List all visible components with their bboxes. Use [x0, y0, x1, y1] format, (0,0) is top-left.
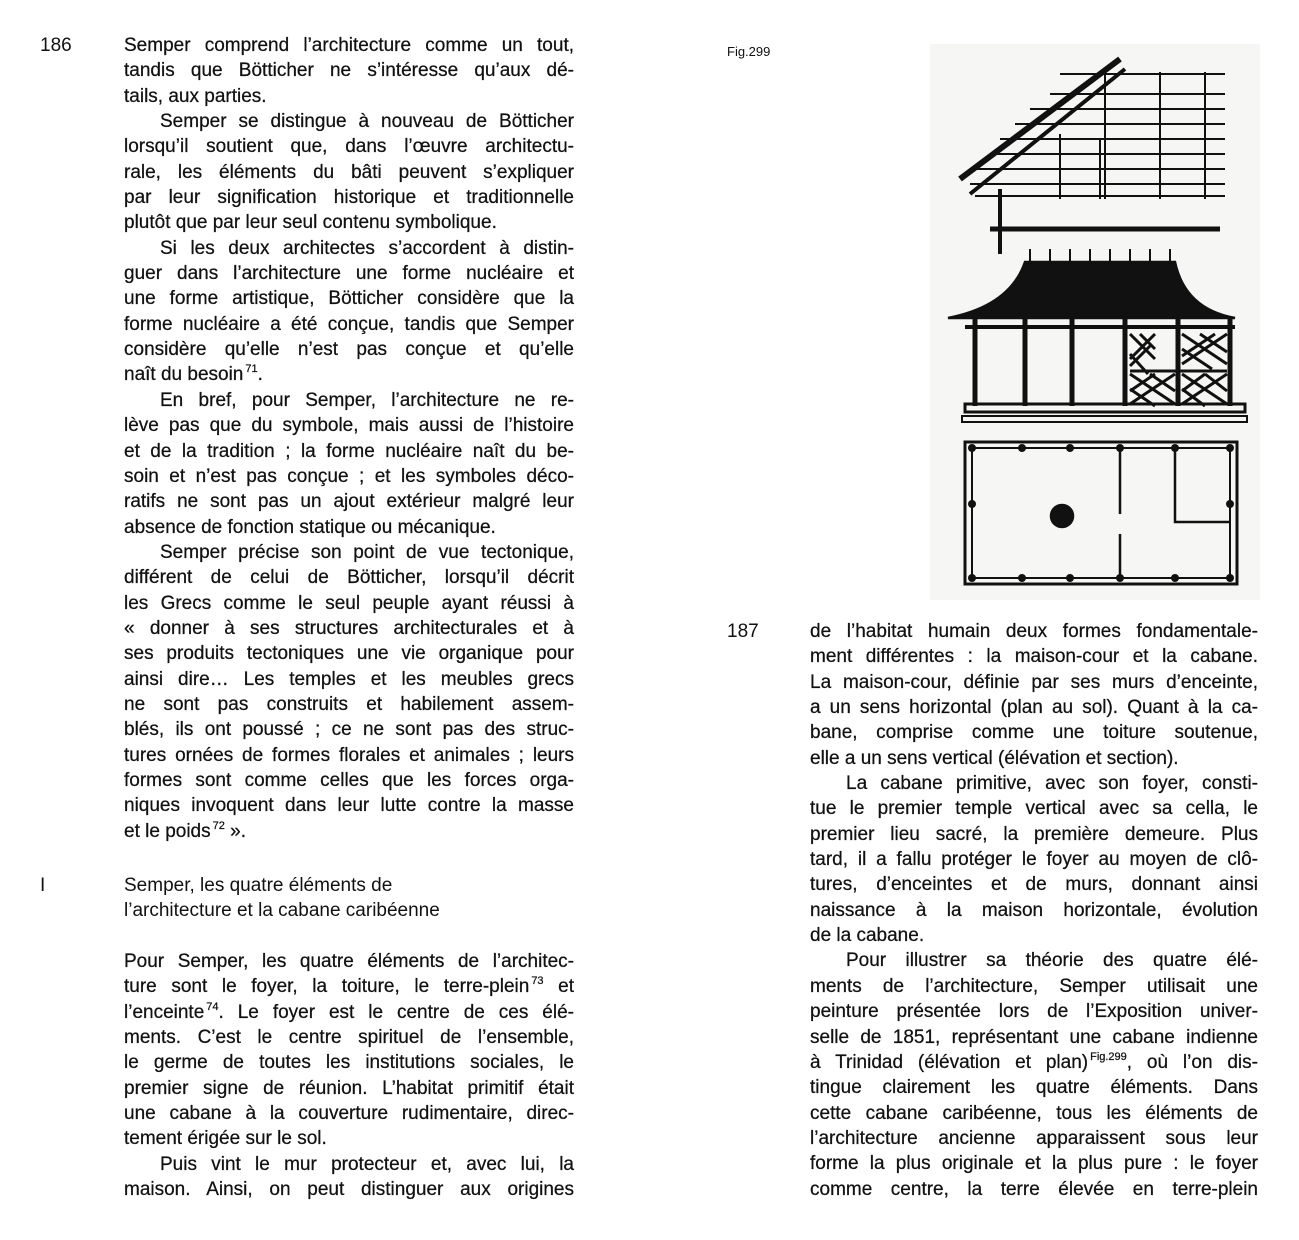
text-line: [124, 949, 574, 974]
line-text: ture sont le foyer, la toiture, le terre-plein: [124, 976, 530, 998]
text-line: [124, 540, 574, 565]
text-line: [124, 616, 574, 641]
left-body-text-a: [124, 33, 574, 844]
line-text: Semper se distingue à nouveau de Bötticher: [160, 111, 574, 133]
right-body-text: [810, 619, 1258, 1202]
text-line: [124, 210, 574, 235]
text-line: [810, 1101, 1258, 1126]
text-line: [810, 796, 1258, 821]
text-line: [810, 872, 1258, 897]
footnote-reference: 71: [245, 363, 258, 376]
line-text: tails, aux parties.: [124, 85, 267, 107]
line-text: rale, les éléments du bâti peuvent s’expliquer: [124, 161, 574, 183]
line-text: La cabane primitive, avec son foyer, consti-: [846, 773, 1258, 795]
line-text: premier lieu sacré, la première demeure. Plus: [810, 823, 1258, 845]
line-text: En bref, pour Semper, l’architecture ne re-: [160, 389, 574, 411]
line-text: blés, ils ont poussé ; ce ne sont pas des struc-: [124, 719, 574, 741]
text-line: [124, 768, 574, 793]
text-line: [124, 236, 574, 261]
text-line: [124, 286, 574, 311]
line-text: Puis vint le mur protecteur et, avec lui, la: [160, 1153, 574, 1175]
line-text: ».: [224, 820, 246, 842]
line-text: tures, d’enceintes et de murs, donnant ainsi: [810, 874, 1258, 896]
line-text: naissance à la maison horizontale, évolution: [810, 899, 1258, 921]
line-text: une cabane à la couverture rudimentaire, direc-: [124, 1103, 574, 1125]
line-text: une forme artistique, Bötticher considère que la: [124, 288, 574, 310]
line-text: tue le premier temple vertical avec sa cella, le: [810, 798, 1258, 820]
line-text: ment différentes : la maison-cour et la cabane.: [810, 646, 1258, 668]
text-line: [124, 489, 574, 514]
text-line: [810, 1025, 1258, 1050]
text-line: [124, 641, 574, 666]
line-text: Semper comprend l’architecture comme un tout,: [124, 35, 574, 56]
line-text: considère qu’elle n’est pas conçue et qu’elle: [124, 339, 574, 361]
text-line: [810, 1075, 1258, 1100]
line-text: le germe de toutes les institutions sociales, le: [124, 1052, 574, 1074]
text-line: [124, 1025, 574, 1050]
text-line: [810, 1126, 1258, 1151]
footnote-reference: 72: [212, 819, 225, 832]
text-line: [124, 362, 574, 387]
text-line: [124, 1152, 574, 1177]
line-text: maison. Ainsi, on peut distinguer aux origines: [124, 1179, 574, 1201]
footnote-reference: Fig.299: [1090, 1050, 1127, 1063]
line-text: selle de 1851, représentant une cabane indienne: [810, 1026, 1258, 1048]
text-line: [124, 337, 574, 362]
text-line: [810, 619, 1258, 644]
line-text: à Trinidad (élévation et plan): [810, 1051, 1089, 1073]
text-line: [124, 1126, 574, 1151]
footnote-reference: 73: [531, 975, 544, 988]
page-number-left: 186: [40, 35, 72, 56]
text-line: [124, 439, 574, 464]
line-text: tement érigée sur le sol.: [124, 1128, 327, 1150]
line-text: formes sont comme celles que les forces orga-: [124, 769, 574, 791]
text-line: [124, 185, 574, 210]
line-text: a un sens horizontal (plan au sol). Quant à la ca-: [810, 697, 1258, 719]
line-text: cette cabane caribéenne, tous les éléments de: [810, 1102, 1258, 1124]
line-text: l’enceinte: [124, 1001, 205, 1023]
line-text: différent de celui de Bötticher, lorsqu’il décrit: [124, 567, 574, 589]
line-text: et de la tradition ; la forme nucléaire naît du be-: [124, 440, 574, 462]
text-line: [810, 847, 1258, 872]
text-line: [810, 1177, 1258, 1202]
line-text: et: [543, 976, 575, 998]
line-text: Pour Semper, les quatre éléments de l’architec-: [124, 951, 574, 972]
text-line: [124, 565, 574, 590]
text-line: [810, 670, 1258, 695]
line-text: ses produits tectoniques une vie organique pour: [124, 643, 574, 665]
line-text: , où l’on dis-: [1126, 1051, 1258, 1073]
line-text: lorsqu’il soutient que, dans l’œuvre architectu-: [124, 136, 574, 158]
line-text: premier signe de réunion. L’habitat primitif était: [124, 1077, 574, 1099]
line-text: de l’habitat humain deux formes fondamentale-: [810, 621, 1258, 642]
text-line: [124, 1101, 574, 1126]
section-heading-line: l’architecture et la cabane caribéenne: [124, 900, 440, 922]
text-line: [124, 109, 574, 134]
text-line: [810, 923, 1258, 948]
line-text: par leur signification historique et traditionnelle: [124, 187, 574, 209]
text-line: [124, 692, 574, 717]
line-text: « donner à ses structures architecturales et à: [124, 617, 574, 639]
figure-label: Fig.299: [727, 44, 771, 59]
line-text: tingue clairement les quatre éléments. Dans: [810, 1077, 1258, 1099]
text-line: [810, 695, 1258, 720]
text-line: [810, 999, 1258, 1024]
line-text: ments de l’architecture, Semper utilisait une: [810, 975, 1258, 997]
line-text: . Le foyer est le centre de ces élé-: [218, 1001, 574, 1023]
line-text: tard, il a fallu protéger le foyer au moyen de clô-: [810, 849, 1258, 871]
line-text: naît du besoin: [124, 364, 244, 386]
text-line: [810, 1050, 1258, 1075]
text-line: [124, 261, 574, 286]
text-line: [124, 1050, 574, 1075]
line-text: absence de fonction statique ou mécanique.: [124, 516, 496, 538]
text-line: [810, 746, 1258, 771]
text-line: [124, 591, 574, 616]
text-line: [124, 1076, 574, 1101]
section-marker: I: [40, 875, 46, 896]
text-line: [124, 388, 574, 413]
text-line: [810, 1151, 1258, 1176]
page-number-right: 187: [727, 621, 759, 642]
footnote-reference: 74: [206, 1000, 219, 1013]
line-text: lève pas que du symbole, mais aussi de l’histoire: [124, 415, 574, 437]
section-heading: [124, 873, 574, 924]
line-text: niques invoquent dans leur lutte contre la masse: [124, 795, 574, 817]
line-text: ratifs ne sont pas un ajout extérieur malgré leur: [124, 491, 574, 513]
text-line: [124, 667, 574, 692]
line-text: les Grecs comme le seul peuple ayant réussi à: [124, 592, 574, 614]
text-line: [124, 717, 574, 742]
text-line: [124, 1177, 574, 1202]
text-line: [124, 1000, 574, 1025]
line-text: ments. C’est le centre spirituel de l’ensemble,: [124, 1027, 574, 1049]
line-text: soin et n’est pas conçue ; et les symboles déco-: [124, 465, 574, 487]
line-text: de la cabane.: [810, 925, 925, 947]
line-text: tandis que Bötticher ne s’intéresse qu’aux dé-: [124, 60, 574, 82]
text-line: [124, 464, 574, 489]
line-text: Si les deux architectes s’accordent à distin-: [160, 237, 574, 259]
text-line: [124, 134, 574, 159]
text-line: [124, 515, 574, 540]
text-line: [810, 898, 1258, 923]
line-text: .: [257, 364, 263, 386]
text-line: [124, 413, 574, 438]
line-text: peinture présentée lors de l’Exposition univer-: [810, 1001, 1258, 1023]
line-text: elle a un sens vertical (élévation et section).: [810, 747, 1179, 769]
text-line: [124, 33, 574, 58]
text-line: [124, 793, 574, 818]
line-text: forme la plus originale et la plus pure : le foyer: [810, 1153, 1258, 1175]
text-line: [810, 822, 1258, 847]
line-text: Pour illustrer sa théorie des quatre élé-: [846, 950, 1258, 972]
text-line: [124, 974, 574, 999]
text-line: [124, 312, 574, 337]
text-line: [810, 771, 1258, 796]
line-text: comme centre, la terre élevée en terre-plein: [810, 1178, 1258, 1200]
line-text: La maison-cour, définie par ses murs d’enceinte,: [810, 671, 1258, 693]
line-text: et le poids: [124, 820, 211, 842]
line-text: ainsi dire… Les temples et les meubles grecs: [124, 668, 574, 690]
text-line: [124, 58, 574, 83]
line-text: ne sont pas construits et habilement assem-: [124, 693, 574, 715]
text-line: [810, 644, 1258, 669]
hut-illustration: [930, 44, 1260, 600]
line-text: tures ornées de formes florales et animales ; leurs: [124, 744, 574, 766]
figure-caribbean-hut: [930, 44, 1260, 600]
line-text: l’architecture ancienne apparaissent sous leur: [810, 1127, 1258, 1149]
line-text: plutôt que par leur seul contenu symbolique.: [124, 212, 497, 234]
text-line: [810, 720, 1258, 745]
line-text: bane, comprise comme une toiture soutenue,: [810, 722, 1258, 744]
line-text: forme nucléaire a été conçue, tandis que Semper: [124, 313, 574, 335]
text-line: [124, 819, 574, 844]
text-line: [124, 743, 574, 768]
text-line: [810, 974, 1258, 999]
text-line: [810, 948, 1258, 973]
section-heading-line: Semper, les quatre éléments de: [124, 875, 393, 896]
text-line: [124, 84, 574, 109]
left-body-text-b: [124, 949, 574, 1202]
line-text: Semper précise son point de vue tectonique,: [160, 541, 574, 563]
text-line: [124, 160, 574, 185]
line-text: guer dans l’architecture une forme nucléaire et: [124, 263, 574, 285]
